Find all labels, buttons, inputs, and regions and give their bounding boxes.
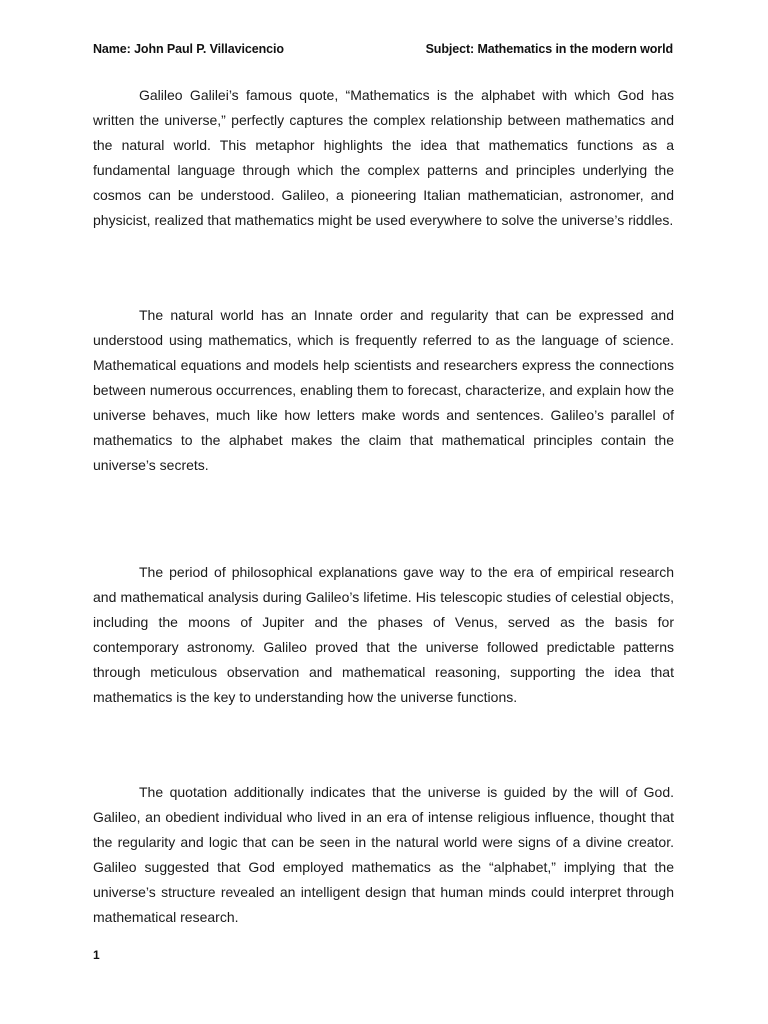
- paragraph-3: The period of philosophical explanations gave way to the era of empirical research and mathematical analysis during Galileo’s lifetime. His telescopic studies of celestial objects, including the moons of Jupiter and the phases of Venus, served as the basis for contemporary astronomy. Galileo proved that the universe followed predictable patterns through meticulous observation and mathematical reasoning, supporting the idea that mathematics is the key to understanding how the universe functions.: [93, 564, 674, 705]
- page-header: [93, 42, 673, 56]
- paragraph-1: Galileo Galilei’s famous quote, “Mathematics is the alphabet with which God has written the universe,” perfectly captures the complex relationship between mathematics and the natural world. This metaphor highlights the idea that mathematics functions as a fundamental language through which the complex patterns and principles underlying the cosmos can be understood. Galileo, a pioneering Italian mathematician, astronomer, and physicist, realized that mathematics might be used everywhere to solve the universe’s riddles.: [93, 87, 674, 228]
- author-name: Name: John Paul P. Villavicencio: [93, 42, 284, 56]
- page-number: 1: [93, 948, 100, 962]
- paragraph-2: The natural world has an Innate order and regularity that can be expressed and understood using mathematics, which is frequently referred to as the language of science. Mathematical equations and models help scientists and researchers express the connections between numerous occurrences, enabling them to forecast, characterize, and explain how the universe behaves, much like how letters make words and sentences. Galileo’s parallel of mathematics to the alphabet makes the claim that mathematical principles contain the universe’s secrets.: [93, 307, 674, 473]
- paragraph-4: The quotation additionally indicates that the universe is guided by the will of God. Galileo, an obedient individual who lived in an era of intense religious influence, thought that the regularity and logic that can be seen in the natural world were signs of a divine creator. Galileo suggested that God employed mathematics as the “alphabet,” implying that the universe’s structure revealed an intelligent design that human minds could interpret through mathematical research.: [93, 784, 674, 925]
- subject-label: Subject: Mathematics in the modern world: [425, 42, 673, 56]
